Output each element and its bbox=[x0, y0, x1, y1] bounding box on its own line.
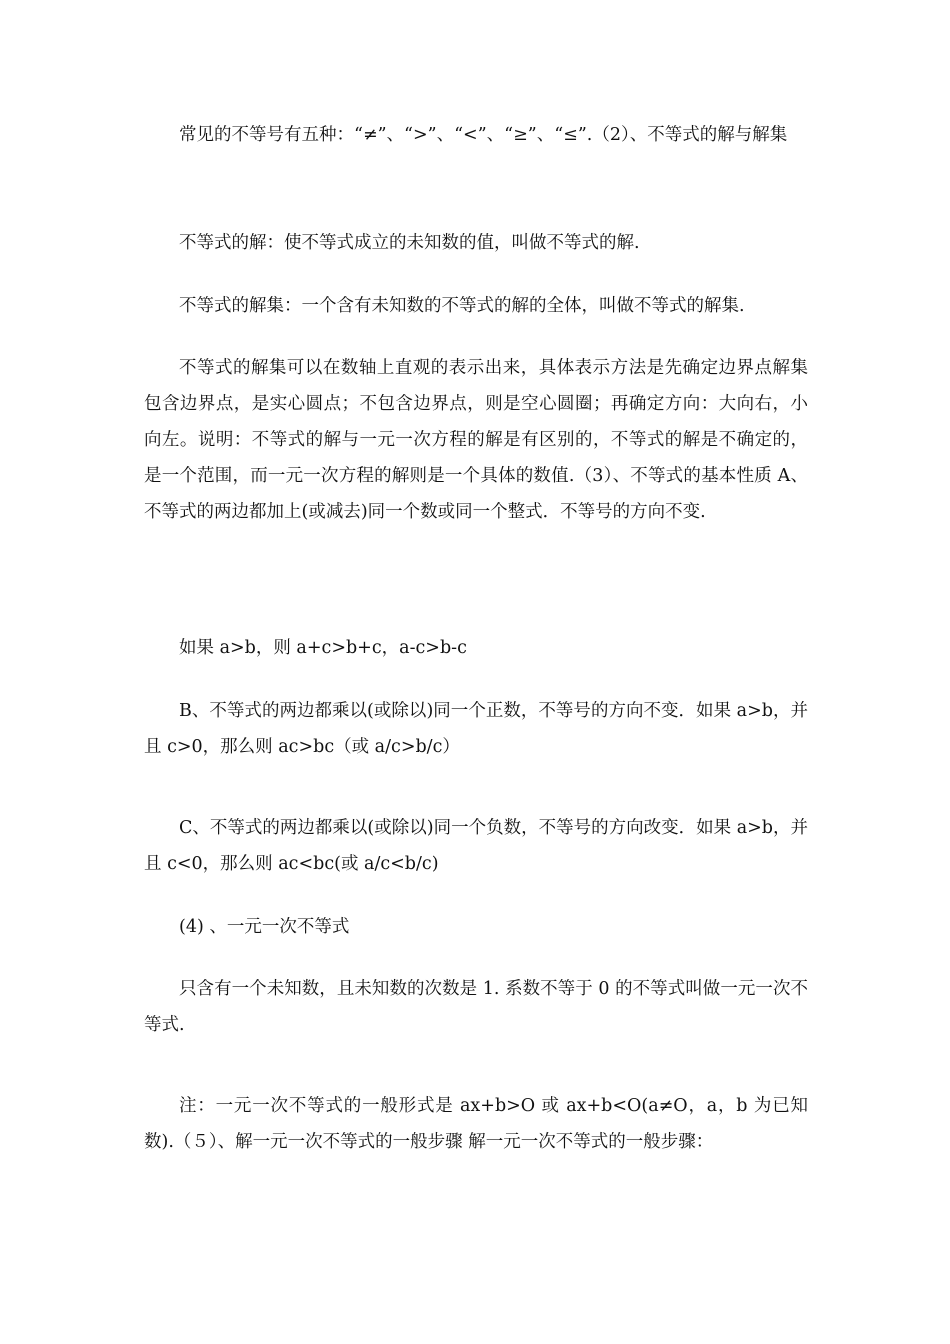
paragraph-property-c: C、不等式的两边都乘以(或除以)同一个负数，不等号的方向改变．如果 a>b，并且 c<0，那么则 ac<bc(或 a/c<b/c) bbox=[144, 818, 808, 874]
paragraph-property-a-example: 如果 a>b，则 a+c>b+c，a-c>b-c bbox=[179, 638, 467, 658]
paragraph-linear-inequality-definition: 只含有一个未知数，且未知数的次数是 1. 系数不等于 0 的不等式叫做一元一次不等式. bbox=[144, 979, 808, 1035]
section-heading-linear-inequality: (4) 、一元一次不等式 bbox=[179, 917, 350, 937]
paragraph-solution-set-definition: 不等式的解集：一个含有未知数的不等式的解的全体，叫做不等式的解集. bbox=[179, 296, 745, 316]
paragraph-general-form-and-steps: 注：一元一次不等式的一般形式是 ax+b>O 或 ax+b<O(a≠O，a，b 为已知数).（５）、解一元一次不等式的一般步骤 解一元一次不等式的一般步骤： bbox=[144, 1096, 808, 1152]
paragraph-property-b: B、不等式的两边都乘以(或除以)同一个正数，不等号的方向不变．如果 a>b，并且 c>0，那么则 ac>bc（或 a/c>b/c） bbox=[144, 701, 808, 757]
paragraph-inequality-symbols: 常见的不等号有五种：“≠”、“>”、“<”、“≥”、“≤”.（2）、不等式的解与解集 bbox=[179, 125, 788, 145]
paragraph-number-line-and-property-a: 不等式的解集可以在数轴上直观的表示出来，具体表示方法是先确定边界点解集包含边界点，是实心圆点；不包含边界点，则是空心圆圈；再确定方向：大向右，小向左。说明：不等式的解与一元一次方程的解是有区别的，不等式的解是不确定的，是一个范围，而一元一次方程的解则是一个具体的数值.（3）、不等式的基本性质 A、不等式的两边都加上(或减去)同一个数或同一个整式．不等号的方向不变. bbox=[144, 358, 808, 522]
paragraph-solution-definition: 不等式的解：使不等式成立的未知数的值，叫做不等式的解. bbox=[179, 233, 640, 253]
